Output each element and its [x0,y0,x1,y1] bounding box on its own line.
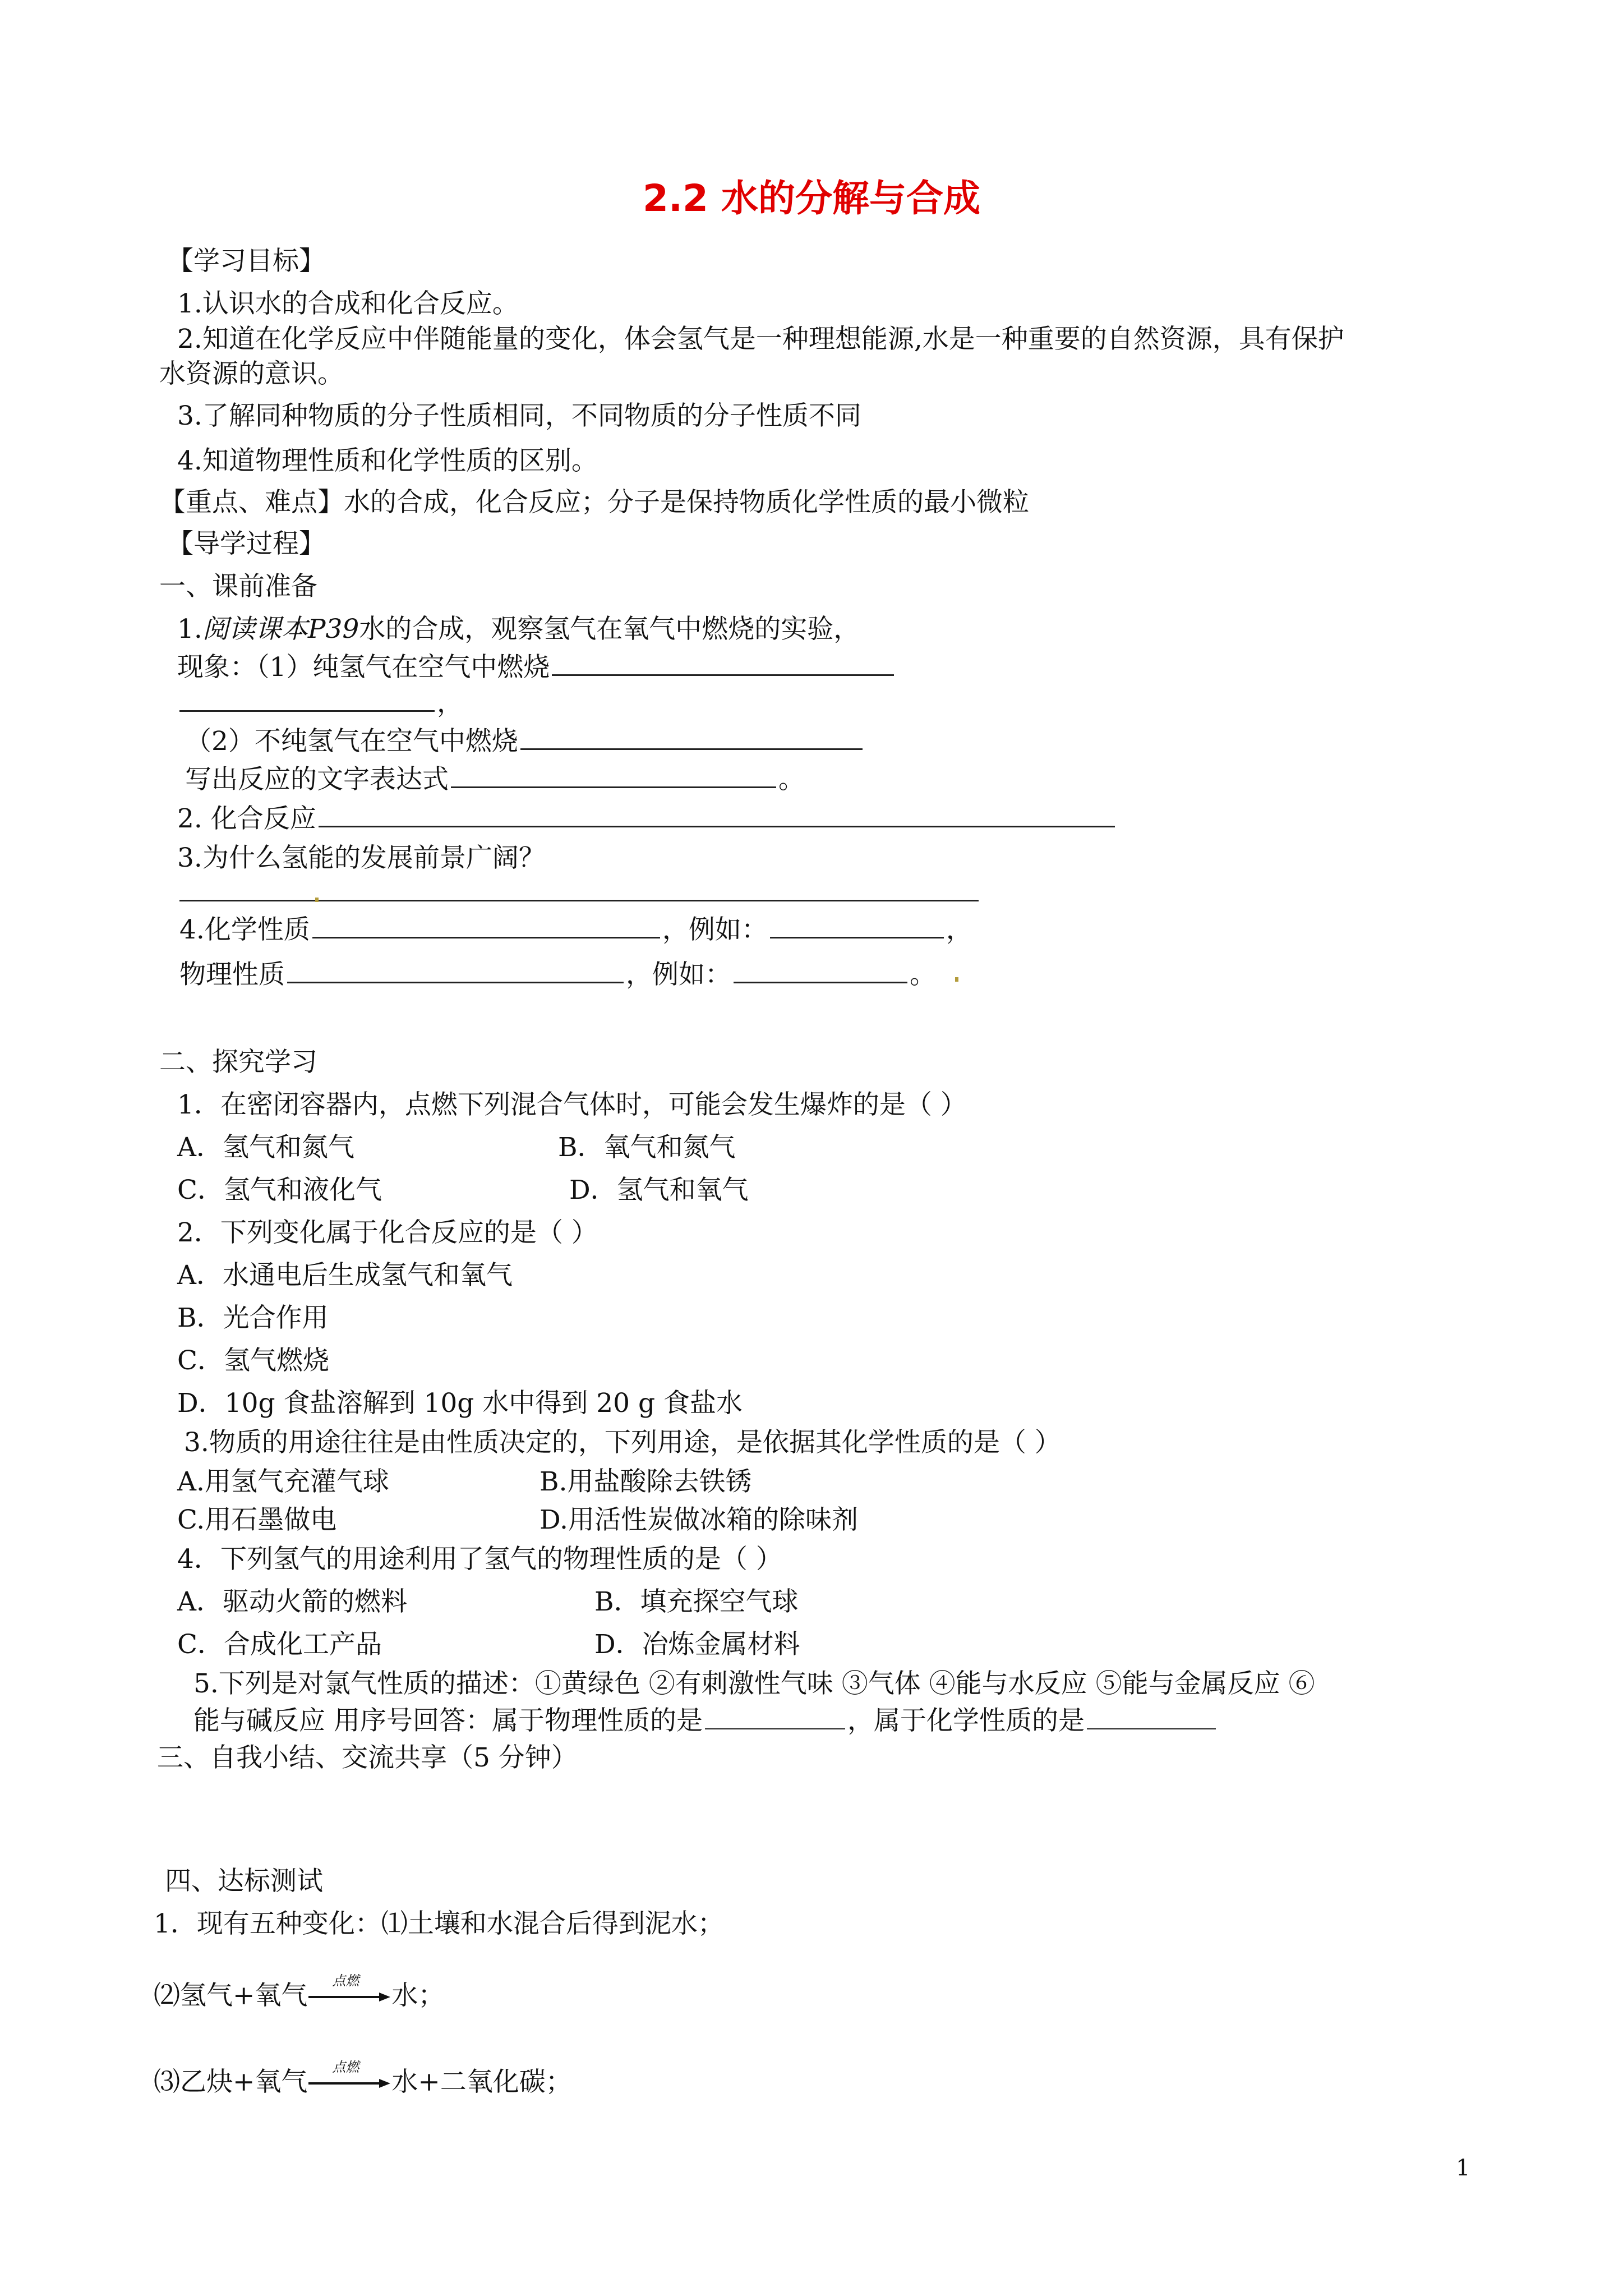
inquiry-q3-option-a: A.用氢气充灌气球 [177,1466,389,1497]
test-heading: 四、达标测试 [165,1866,323,1897]
prep-q1-continuation [179,685,463,721]
inquiry-q2-option-a: A．水通电后生成氢气和氧气 [177,1260,513,1291]
key-points: 【重点、难点】水的合成，化合反应；分子是保持物质化学性质的最小微粒 [159,487,1029,518]
q4-example2-blank[interactable] [734,959,907,983]
q4-example1-blank[interactable] [770,914,944,938]
inquiry-q1-option-a: A．氢气和氮气 [177,1132,354,1163]
page-title: 2.2 水的分解与合成 [643,177,980,220]
impure-blank[interactable] [520,726,863,750]
prep-q4-chem [179,912,972,948]
expression-label: 写出反应的文字表达式 [185,764,449,795]
phenomenon-blank-1[interactable] [552,652,894,676]
objective-2-line2: 水资源的意识。 [159,358,344,389]
process-heading: 【导学过程】 [167,528,325,559]
prep-q3-answer [179,875,981,911]
reaction-2-products: 水； [391,1980,445,2011]
q4-phys-label: 物理性质 [179,959,285,990]
objective-4: 4.知道物理性质和化学性质的区别。 [177,445,598,476]
inquiry-q2-option-c: C．氢气燃烧 [177,1345,329,1376]
phenomenon-comma: ， [437,688,463,719]
inquiry-q1: 1．在密闭容器内，点燃下列混合气体时，可能会发生爆炸的是（ ） [177,1089,967,1120]
q2-label: 2. 化合反应 [177,803,316,834]
q4-phys-blank[interactable] [287,959,624,983]
impure-label: （2）不纯氢气在空气中燃烧 [185,726,518,757]
reaction-3-products: 水+二氧化碳； [391,2067,572,2097]
inquiry-q2-option-b: B．光合作用 [177,1303,329,1333]
reaction-3-arrow [307,2059,391,2100]
inquiry-q4-option-a: A．驱动火箭的燃料 [177,1586,407,1617]
prep-q1-rest: 水的合成，观察氢气在氧气中燃烧的实验， [359,614,860,645]
inquiry-heading: 二、探究学习 [159,1047,317,1078]
ink-speck [315,898,319,902]
q4-period: 。 [910,959,936,990]
inquiry-q3: 3.物质的用途往往是由性质决定的，下列用途，是依据其化学性质的是（ ） [184,1427,1061,1458]
expression-blank[interactable] [451,764,776,788]
test-q1: 1．现有五种变化：⑴土壤和水混合后得到泥水； [154,1908,724,1939]
q4-chem-blank[interactable] [312,914,660,938]
inquiry-q1-option-b: B．氧气和氮气 [558,1132,736,1163]
q5-physical-label: 能与碱反应 用序号回答：属于物理性质的是 [193,1705,703,1736]
reaction-2-arrow [307,1973,391,2014]
inquiry-q1-option-c: C．氢气和液化气 [177,1175,382,1205]
prep-q1-italic: 阅读课本P39 [202,614,359,645]
prep-q3: 3.为什么氢能的发展前景广阔？ [177,843,545,873]
inquiry-q2: 2．下列变化属于化合反应的是（ ） [177,1217,598,1248]
inquiry-q2-option-d: D．10g 食盐溶解到 10g 水中得到 20 g 食盐水 [177,1388,743,1419]
objective-2-line1: 2.知道在化学反应中伴随能量的变化，体会氢气是一种理想能源,水是一种重要的自然资源，具有保护 [177,324,1344,355]
objective-3: 3.了解同种物质的分子性质相同，不同物质的分子性质不同 [177,401,861,431]
reaction-3-condition: 点燃 [332,2059,359,2075]
reaction-2-condition: 点燃 [332,1973,359,1989]
objective-1: 1.认识水的合成和化合反应。 [177,288,519,319]
q4-example1-label: ，例如： [662,914,768,945]
inquiry-q4-option-d: D．冶炼金属材料 [594,1629,800,1660]
prep-q1-phenomenon [177,650,896,685]
inquiry-q5-line1: 5.下列是对氯气性质的描述：①黄绿色 ②有刺激性气味 ③气体 ④能与水反应 ⑤能与金属反应 ⑥ [193,1668,1315,1699]
prep-q1-number: 1. [177,614,202,645]
objectives-heading: 【学习目标】 [167,246,325,277]
arrow-right-icon [307,2078,391,2089]
q5-chemical-label: ，属于化学性质的是 [847,1705,1085,1736]
phenomenon-label: 现象：（1）纯氢气在空气中燃烧 [177,652,550,683]
inquiry-q4: 4．下列氢气的用途利用了氢气的物理性质的是（ ） [177,1544,782,1575]
test-reaction-2 [154,1973,445,2014]
inquiry-q1-option-d: D．氢气和氧气 [569,1175,749,1205]
q2-blank[interactable] [319,803,1115,827]
prep-q2 [177,801,1117,837]
prep-q1 [177,611,860,647]
summary-heading: 三、自我小结、交流共享（5 分钟） [157,1742,578,1773]
prep-heading: 一、课前准备 [159,571,317,602]
expression-period: 。 [778,764,805,795]
q5-physical-blank[interactable] [705,1706,845,1729]
page-number: 1 [1456,2155,1470,2181]
q4-example2-label: ，例如： [626,959,731,990]
inquiry-q3-option-d: D.用活性炭做冰箱的除味剂 [540,1504,858,1535]
prep-q4-phys [179,957,936,993]
prep-q1-impure [185,724,865,760]
arrow-right-icon [307,1991,391,2003]
q4-comma: ， [946,914,972,945]
q5-chemical-blank[interactable] [1087,1706,1216,1729]
q3-blank[interactable] [179,877,979,901]
reaction-3-reactants: ⑶乙炔+氧气 [154,2067,308,2097]
reaction-2-reactants: ⑵氢气+氧气 [154,1980,308,2011]
inquiry-q4-option-c: C．合成化工产品 [177,1629,382,1660]
phenomenon-blank-2[interactable] [179,688,435,712]
inquiry-q3-option-c: C.用石墨做电 [177,1504,337,1535]
inquiry-q4-option-b: B．填充探空气球 [594,1586,799,1617]
inquiry-q5-line2 [193,1703,1218,1739]
inquiry-q3-option-b: B.用盐酸除去铁锈 [540,1466,752,1497]
q4-chem-label: 4.化学性质 [179,914,310,945]
prep-q1-expression [185,762,805,798]
test-reaction-3 [154,2059,572,2100]
ink-speck [955,977,958,982]
